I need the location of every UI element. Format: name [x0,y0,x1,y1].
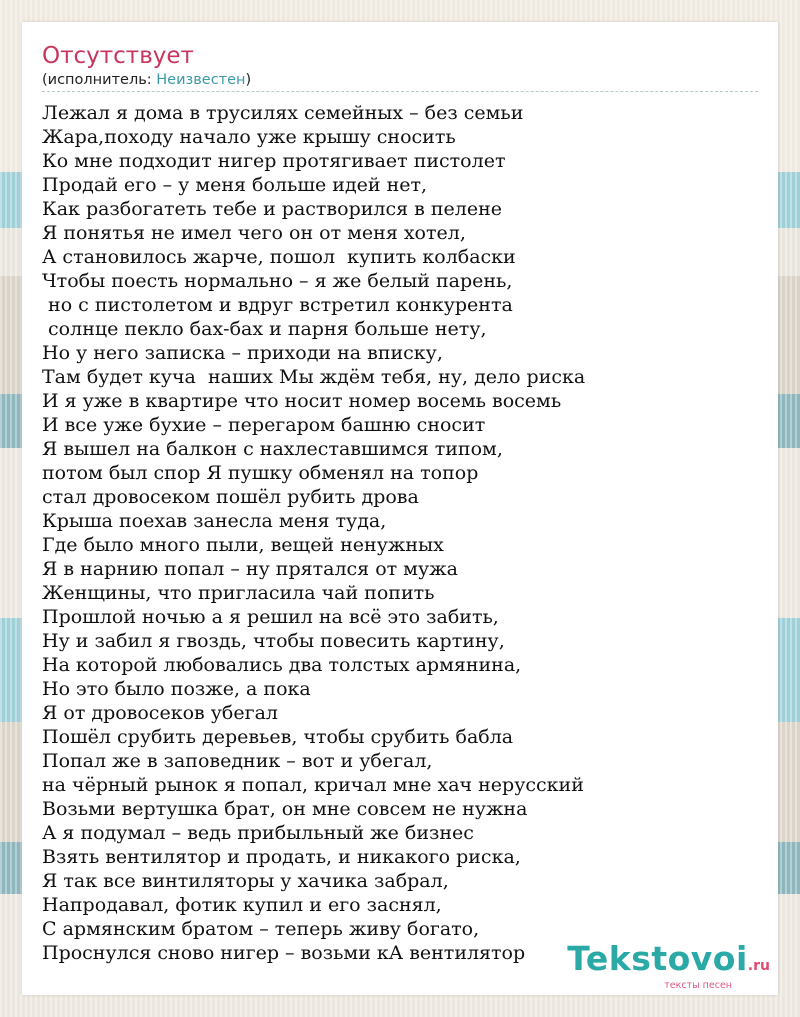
logo-domain-suffix: .ru [747,958,770,974]
lyric-line: А я подумал – ведь прибыльный же бизнес [42,822,474,844]
lyric-line: стал дровосеком пошёл рубить дрова [42,486,419,508]
lyrics-text [42,101,762,965]
lyric-line: И я уже в квартире что носит номер восемь восемь [42,390,562,412]
lyric-line: Но это было позже, а пока [42,678,311,700]
song-title: Отсутствует [42,43,194,69]
lyric-line: Жара,походу начало уже крышу сносить [42,126,456,148]
lyric-line: Взять вентилятор и продать, и никакого риска, [42,846,521,868]
performer-prefix: (исполнитель: [42,72,157,88]
lyric-line: Чтобы поесть нормально – я же белый парень, [42,270,513,292]
lyrics-card [22,22,778,995]
performer-link[interactable]: Неизвестен [156,72,246,88]
lyric-line: Где было много пыли, вещей ненужных [42,534,444,556]
performer-suffix: ) [245,72,252,88]
lyric-line: Я от дровосеков убегал [42,702,278,724]
lyric-line: Я понятья не имел чего он от меня хотел, [42,222,466,244]
lyric-line: Как разбогатеть тебе и растворился в пелене [42,198,502,220]
lyric-line: но с пистолетом и вдруг встретил конкурента [42,294,513,316]
lyric-line: солнце пекло бах-бах и парня больше нету, [42,318,487,340]
lyric-line: Проснулся сново нигер – возьми кА вентилятор [42,942,526,964]
logo-wordmark [567,941,770,984]
lyric-line: Я так все винтиляторы у хачика забрал, [42,870,449,892]
lyric-line: С армянским братом – теперь живу богато, [42,918,480,940]
lyric-line: Женщины, что пригласила чай попить [42,582,435,604]
lyric-line: И все уже бухие – перегаром башню сносит [42,414,486,436]
logo-tagline: тексты песен [664,980,732,991]
lyric-line: Возьми вертушка брат, он мне совсем не нужна [42,798,528,820]
lyric-line: А становилось жарче, пошол купить колбаски [42,246,516,268]
performer-line [42,71,251,89]
lyric-line: Крыша поехав занесла меня туда, [42,510,387,532]
lyric-line: Напродавал, фотик купил и его заснял, [42,894,442,916]
lyric-line: на чёрный рынок я попал, кричал мне хач нерусский [42,774,584,796]
header-divider [42,91,758,92]
lyric-line: Но у него записка – приходи на вписку, [42,342,443,364]
lyric-line: Я вышел на балкон с нахлеставшимся типом, [42,438,503,460]
lyric-line: Продай его – у меня больше идей нет, [42,174,428,196]
lyric-line: Лежал я дома в трусилях семейных – без семьи [42,102,524,124]
lyric-line: Пошёл срубить деревьев, чтобы срубить бабла [42,726,514,748]
lyric-line: Прошлой ночью а я решил на всё это забить, [42,606,499,628]
lyric-line: Попал же в заповедник – вот и убегал, [42,750,433,772]
lyric-line: Ну и забил я гвоздь, чтобы повесить картину, [42,630,505,652]
lyric-line: На которой любовались два толстых армянина, [42,654,522,676]
logo-main-text: Tekstovoi [567,939,748,978]
lyric-line: Ко мне подходит нигер протягивает пистолет [42,150,506,172]
lyric-line: Я в нарнию попал – ну прятался от мужа [42,558,458,580]
lyric-line: Там будет куча наших Мы ждём тебя, ну, дело риска [42,366,586,388]
lyric-line: потом был спор Я пушку обменял на топор [42,462,479,484]
site-logo[interactable] [567,941,770,991]
